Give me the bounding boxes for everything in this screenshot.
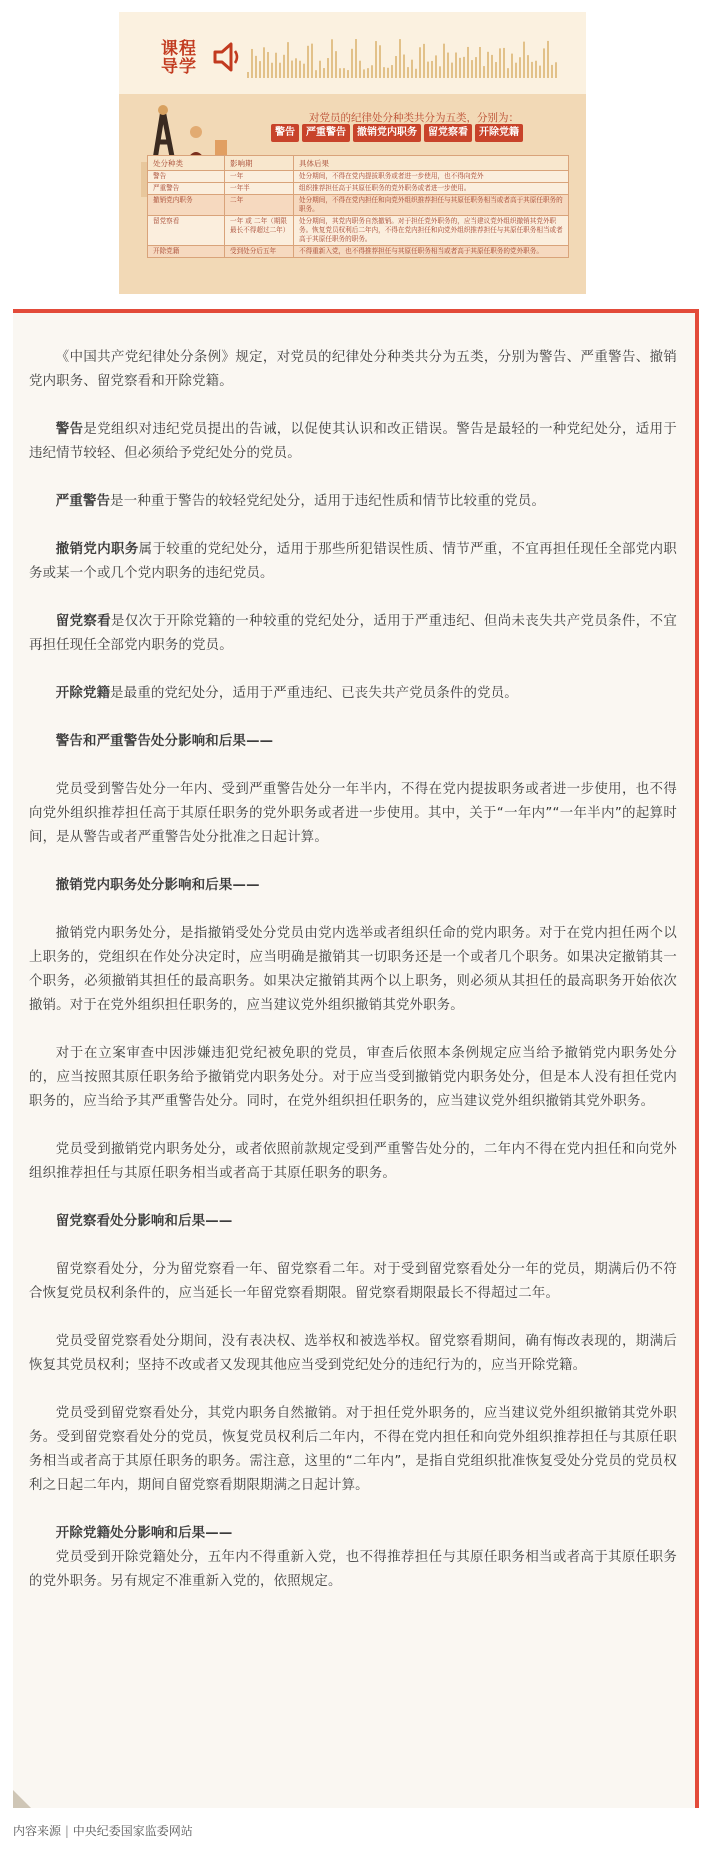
category-chip: 警告 [271, 124, 299, 142]
sound-wave-bar [487, 52, 489, 78]
table-row [148, 246, 569, 258]
sound-wave-bar [375, 41, 377, 78]
sound-wave-bar [315, 70, 317, 78]
paragraph-text: 是最重的党纪处分，适用于严重违纪、已丧失共产党员条件的党员。 [110, 686, 518, 701]
table-cell: 撤销党内职务 [148, 195, 225, 216]
paragraph: 党员受留党察看处分期间，没有表决权、选举权和被选举权。留党察看期间，确有悔改表现的，期满后恢复其党员权利；坚持不改或者又发现其他应当受到党纪处分的违纪行为的，应当开除党籍。 [29, 1334, 677, 1373]
course-logo: 课程导学 [161, 39, 197, 77]
source-separator: | [64, 1824, 69, 1838]
sound-wave-bar [367, 68, 369, 78]
table-cell: 处分期间，其党内职务自然撤销。对于担任党外职务的，应当建议党外组织撤销其党外职务。恢复党员权利后二年内，不得在党内担任和向党外组织推荐担任与其原任职务相当或者高于其原任职务的职务。 [294, 216, 569, 246]
term-expulsion: 开除党籍 [55, 686, 111, 701]
sound-wave-bar [387, 68, 389, 78]
section-heading: 留党察看处分影响和后果—— [55, 1214, 233, 1229]
sound-wave-bar [447, 53, 449, 78]
table-row [148, 183, 569, 195]
paragraph: 党员受到撤销党内职务处分，或者依照前款规定受到严重警告处分的，二年内不得在党内担任和向党外组织推荐担任与其原任职务相当或者高于其原任职务的职务。 [29, 1142, 677, 1181]
paragraph: 撤销党内职务处分，是指撤销受处分党员由党内选举或者组织任命的党内职务。对于在党内担任两个以上职务的，党组织在作处分决定时，应当明确是撤销其一切职务还是一个或者几个职务。如果决定撤销其一个职务，必须撤销其担任的最高职务。如果决定撤销其两个以上职务，则必须从其担任的最高职务开始依次撤销。对于在党外组织担任职务的，应当建议党外组织撤销其党外职务。 [29, 926, 677, 1013]
category-chip: 撤销党内职务 [353, 124, 421, 142]
sound-wave-bar [331, 39, 333, 78]
sound-wave-bar [335, 51, 337, 78]
sound-wave-bar [347, 70, 349, 78]
paragraph [29, 490, 677, 514]
sound-wave-bar [399, 39, 401, 78]
table-cell: 处分期间，不得在党内担任和向党外组织推荐担任与其原任职务相当或者高于其原任职务的职务。 [294, 195, 569, 216]
sound-wave-bar [431, 61, 433, 78]
sound-wave-bar [519, 57, 521, 78]
sound-wave-bar [279, 63, 281, 78]
table-row [148, 216, 569, 246]
sound-wave-bar [427, 62, 429, 78]
source-footer [13, 1822, 193, 1839]
sound-wave-bar [391, 65, 393, 78]
sound-wave-bar [511, 54, 513, 78]
paragraph [29, 610, 677, 658]
sound-wave-bar [327, 58, 329, 78]
term-serious-warning: 严重警告 [55, 494, 111, 509]
paragraph [29, 538, 677, 586]
sound-wave-bar [259, 61, 261, 78]
table-cell: 一年半 [225, 183, 294, 195]
category-chip: 留党察看 [424, 124, 472, 142]
sound-wave-bar [319, 61, 321, 78]
table-cell: 一年 [225, 171, 294, 183]
sound-wave-bar [515, 63, 517, 78]
sound-wave-bar [287, 42, 289, 78]
speaker-icon [211, 40, 243, 74]
table-row [148, 195, 569, 216]
table-header: 处分种类 [148, 156, 225, 171]
sound-wave-bar [379, 45, 381, 78]
sound-wave-bar [283, 55, 285, 78]
sound-wave-bar [467, 47, 469, 78]
table-cell: 警告 [148, 171, 225, 183]
table-cell: 留党察看 [148, 216, 225, 246]
paragraph: 留党察看处分，分为留党察看一年、留党察看二年。对于受到留党察看处分一年的党员，期满后仍不符合恢复党员权利条件的，应当延长一年留党察看期限。留党察看期限最长不得超过二年。 [29, 1262, 677, 1301]
sound-wave-bar [539, 66, 541, 78]
sound-wave-bar [351, 49, 353, 78]
table-cell: 二年 [225, 195, 294, 216]
sound-wave-bar [491, 55, 493, 78]
article-body [29, 346, 677, 1618]
sound-wave-bar [555, 62, 557, 78]
term-warning: 警告 [55, 422, 84, 437]
sound-wave-bar [443, 44, 445, 78]
paragraph: 党员受到开除党籍处分，五年内不得重新入党，也不得推荐担任与其原任职务相当或者高于其原任职务的党外职务。另有规定不准重新入党的，依照规定。 [29, 1550, 677, 1589]
table-cell: 开除党籍 [148, 246, 225, 258]
sound-wave-bar [355, 39, 357, 78]
sound-wave-bar [343, 68, 345, 78]
table-row [148, 171, 569, 183]
sound-wave-bar [535, 61, 537, 78]
sound-wave-bar [323, 68, 325, 78]
paragraph: 对于在立案审查中因涉嫌违犯党纪被免职的党员，审查后依照本条例规定应当给予撤销党内职务处分的，应当按照其原任职务给予撤销党内职务处分。对于应当受到撤销党内职务处分，但是本人没有担任党内职务的，应当给予其严重警告处分。同时，在党外组织担任职务的，应当建议党外组织撤销其党外职务。 [29, 1046, 677, 1109]
sound-wave-bar [439, 66, 441, 78]
sound-wave-bar [271, 63, 273, 78]
article-card [13, 309, 699, 1808]
sound-wave-bar [507, 68, 509, 78]
category-chip: 严重警告 [302, 124, 350, 142]
header-intro-title: 对党员的纪律处分种类共分为五类，分别为： [309, 112, 519, 124]
sound-wave-bar [547, 41, 549, 78]
sound-wave-bar [275, 53, 277, 78]
sound-wave-bar [451, 63, 453, 78]
sound-wave-bar [499, 48, 501, 78]
sound-wave-bar [419, 47, 421, 78]
sound-wave-bar [247, 72, 249, 78]
sound-wave-bar [475, 57, 477, 78]
sound-wave-bar [411, 60, 413, 78]
sound-wave-bar [435, 55, 437, 78]
sound-wave-bar [295, 58, 297, 78]
sound-wave-bar [471, 60, 473, 78]
sound-wave-bar [479, 47, 481, 78]
sound-wave-bar [291, 61, 293, 78]
paragraph-text: 是一种重于警告的较轻党纪处分，适用于违纪性质和情节比较重的党员。 [110, 494, 546, 509]
sound-wave-bar [527, 55, 529, 78]
table-cell: 处分期间，不得在党内提拔职务或者进一步使用，也不得向党外 [294, 171, 569, 183]
sound-wave-bar [359, 61, 361, 78]
source-label: 内容来源 [13, 1824, 62, 1838]
sound-wave-bar [311, 44, 313, 78]
sound-wave-bar [307, 46, 309, 78]
source-name: 中央纪委国家监委网站 [72, 1824, 193, 1838]
category-chips [271, 124, 523, 142]
paragraph-text: 属于较重的党纪处分，适用于那些所犯错误性质、情节严重，不宜再担任现任全部党内职务或某一个或几个党内职务的违纪党员。 [29, 542, 677, 581]
sound-wave-bar [483, 66, 485, 78]
sound-wave-bar [463, 57, 465, 78]
table-cell: 组织推荐担任高于其原任职务的党外职务或者进一步使用。 [294, 183, 569, 195]
sound-wave-bar [459, 58, 461, 78]
paragraph [29, 418, 677, 466]
sound-wave-icon [247, 28, 567, 88]
discipline-table [147, 155, 569, 258]
table-header: 影响期 [225, 156, 294, 171]
table-cell: 不得重新入党，也不得推荐担任与其原任职务相当或者高于其原任职务的党外职务。 [294, 246, 569, 258]
table-header: 具体后果 [294, 156, 569, 171]
table-cell: 一年 或 二年（期限最长不得超过二年） [225, 216, 294, 246]
sound-wave-bar [371, 65, 373, 78]
sound-wave-bar [503, 48, 505, 78]
sound-wave-bar [395, 56, 397, 78]
table-cell: 严重警告 [148, 183, 225, 195]
section-heading: 开除党籍处分影响和后果—— [55, 1526, 233, 1541]
sound-wave-bar [415, 69, 417, 78]
section-heading: 警告和严重警告处分影响和后果—— [55, 734, 274, 749]
paragraph-text: 是党组织对违纪党员提出的告诫，以促使其认识和改正错误。警告是最轻的一种党纪处分，适用于违纪情节较轻、但必须给予党纪处分的党员。 [29, 422, 677, 461]
sound-wave-bar [407, 67, 409, 78]
paragraph: 党员受到留党察看处分，其党内职务自然撤销。对于担任党外职务的，应当建议党外组织撤销其党外职务。受到留党察看处分的党员，恢复党员权利后二年内，不得在党内担任和向党外组织推荐担任与其原任职务相当或者高于其原任职务的职务。需注意，这里的“二年内”，是指自党组织批准恢复受处分党员的党员权利之日起二年内，期间自留党察看期限期满之日起计算。 [29, 1406, 677, 1493]
term-removal-from-post: 撤销党内职务 [55, 542, 139, 557]
sound-wave-bar [455, 53, 457, 78]
term-probation: 留党察看 [55, 614, 112, 629]
paragraph: 《中国共产党纪律处分条例》规定，对党员的纪律处分种类共分为五类，分别为警告、严重警告、撤销党内职务、留党察看和开除党籍。 [29, 350, 677, 389]
sound-wave-bar [551, 65, 553, 78]
sound-wave-bar [523, 42, 525, 78]
sound-wave-bar [299, 61, 301, 78]
sound-wave-bar [495, 62, 497, 78]
sound-wave-bar [383, 67, 385, 78]
paragraph-text: 是仅次于开除党籍的一种较重的党纪处分，适用于严重违纪、但尚未丧失共产党员条件，不宜再担任现任全部党内职务的党员。 [29, 614, 677, 653]
sound-wave-bar [263, 47, 265, 78]
sound-wave-bar [303, 64, 305, 78]
header-graphic [119, 12, 586, 294]
sound-wave-bar [423, 44, 425, 78]
paragraph [29, 682, 677, 706]
sound-wave-bar [543, 48, 545, 78]
table-cell: 受到处分后五年 [225, 246, 294, 258]
sound-wave-bar [255, 56, 257, 78]
sound-wave-bar [403, 55, 405, 78]
sound-wave-bar [531, 62, 533, 78]
section-heading: 撤销党内职务处分影响和后果—— [55, 878, 260, 893]
sound-wave-bar [251, 49, 253, 78]
card-corner-fold [13, 1790, 31, 1808]
sound-wave-bar [363, 69, 365, 78]
category-chip: 开除党籍 [475, 124, 523, 142]
sound-wave-bar [339, 68, 341, 78]
sound-wave-bar [267, 52, 269, 78]
paragraph: 党员受到警告处分一年内、受到严重警告处分一年半内，不得在党内提拔职务或者进一步使用，也不得向党外组织推荐担任高于其原任职务的党外职务或者进一步使用。其中，关于“一年内”“一年半内”的起算时间，是从警告或者严重警告处分批准之日起计算。 [29, 782, 677, 845]
